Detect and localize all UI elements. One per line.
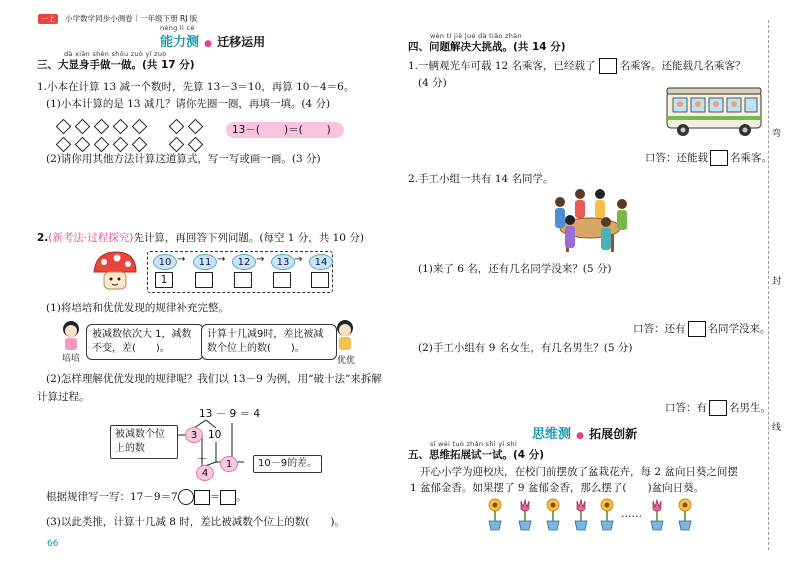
- chain-answer-box[interactable]: [195, 272, 213, 288]
- section2-title: 思维测 ● 拓展创新: [532, 427, 638, 442]
- section-title-main: 能力测: [160, 35, 200, 50]
- q3-2-1: (1)将培培和优优发现的规律补充完整。: [46, 302, 229, 314]
- q3-1b: (2)请你用其他方法计算这道算式，写一写或画一画。(3 分): [46, 153, 321, 165]
- tour-bus-icon: [665, 86, 763, 138]
- rule-box[interactable]: [220, 490, 236, 505]
- q3-1a: (1)小本计算的是 13 减几？请你先圈一圈，再填一填。(4 分): [46, 98, 331, 110]
- decomp-node-3: 3: [185, 427, 203, 443]
- chain-answer-box[interactable]: [273, 272, 291, 288]
- sunflower-icon: [597, 497, 617, 531]
- q4-2-1-answer-box[interactable]: [688, 321, 706, 337]
- rule-box[interactable]: [194, 490, 210, 505]
- q4-2-2-answer: 口答：有 名男生。: [665, 402, 771, 414]
- q3-2-text: 先计算，再回答下列问题。(每空 1 分，共 10 分): [133, 232, 364, 244]
- q5-text-a: 开心小学为迎校庆，在校门前摆放了盆栽花卉，每 2 盆向日葵之间摆: [420, 466, 738, 478]
- expr-part-c: ): [326, 124, 331, 136]
- name-youyou: 优优: [337, 356, 356, 366]
- q4-1-answer-box[interactable]: [710, 150, 728, 166]
- side-char: 弯: [772, 129, 782, 139]
- q4-2-1: (1)来了 6 名，还有几名同学没来？(5 分): [418, 263, 612, 275]
- binding-line: [768, 20, 769, 550]
- q4-1-line: 1.一辆观光车可载 12 名乘客，已经载了 名乘客。还能载几名乘客？: [408, 60, 746, 72]
- chain-answer-box[interactable]: 1: [155, 272, 173, 288]
- expression-box[interactable]: [226, 122, 344, 138]
- sunflower-icon: [543, 497, 563, 531]
- rule-circle[interactable]: [178, 489, 194, 505]
- decomp-node-4: 4: [196, 465, 214, 481]
- girl-peipei-icon: [58, 319, 84, 351]
- section-title-sub: 迁移运用: [217, 35, 266, 49]
- diamond-grid: [54, 117, 205, 150]
- chain-node: 12: [232, 254, 256, 270]
- decomp-equation: 13 － 9 ＝ 4: [199, 408, 261, 420]
- name-peipei: 培培: [62, 354, 81, 364]
- tulip-icon: [571, 497, 591, 531]
- q4-1-answer: 口答：还能载 名乘客。: [645, 152, 772, 164]
- q3-1-text: 1.小本在计算 13 减一个数时，先算 13－3＝10，再算 10－4＝6。: [37, 81, 355, 93]
- bubble-peipei: 被减数依次大 1，减数 不变，差( )。: [86, 324, 204, 360]
- girl-youyou-icon: [332, 318, 358, 352]
- q4-1-box[interactable]: [599, 58, 617, 74]
- section2-title-sub: 拓展创新: [589, 427, 638, 441]
- rule-line: 根据规律写一写：17－9＝7 ＝ 。: [46, 491, 247, 503]
- flower-row: [485, 497, 705, 537]
- header: [38, 6, 197, 25]
- q5-heading: 五、思维拓展试一试。(4 分): [408, 449, 545, 461]
- section-title: 能力测 ● 迁移运用: [160, 35, 266, 50]
- section-title-pinyin: néng lì cè: [160, 24, 195, 32]
- craft-group-icon: [540, 184, 640, 258]
- chain-node: 14: [309, 254, 333, 270]
- ellipsis: ……: [621, 508, 642, 520]
- sunflower-icon: [675, 497, 695, 531]
- q5-pinyin: sī wéi tuò zhǎn shì yī shì: [430, 440, 518, 448]
- chain-node: 11: [193, 254, 217, 270]
- q5-text-b: 1 盆郁金香。如果摆了 9 盆郁金香，那么摆了( )盆向日葵。: [410, 482, 705, 494]
- q3-2-2a: (2)怎样理解优优发现的规律呢？我们以 13－9 为例，用“破十法”来拆解: [46, 373, 382, 385]
- q3-heading: 三、大显身手做一做。(共 17 分): [37, 59, 195, 71]
- q3-2-tag: (新考法·过程探究): [48, 232, 134, 244]
- q3-2-line: [37, 231, 364, 245]
- series-title: 小学数学同步小测卷｜一年级下册 RJ 版: [65, 14, 198, 23]
- tulip-icon: [647, 497, 667, 531]
- chain-top-row: 10 11 12 13 14 → → → →: [153, 254, 333, 270]
- q4-2-text: 2.手工小组一共有 14 名同学。: [408, 173, 554, 185]
- q3-pinyin: dà xiǎn shēn shǒu zuò yī zuò: [64, 50, 167, 58]
- q3-2-2b: 计算过程。: [37, 391, 90, 403]
- decomp-left-label: 被减数个位 上的数: [110, 425, 178, 459]
- page-number: 66: [47, 539, 59, 549]
- q4-heading: 四、问题解决大挑战。(共 14 分): [408, 41, 566, 53]
- q4-2-2: (2)手工小组有 9 名女生，有几名男生？(5 分): [418, 342, 633, 354]
- decomp-right-label: 10－9的差。: [253, 455, 322, 473]
- expr-part-a: 13－(: [232, 124, 260, 136]
- q4-pinyin: wèn tí jiě jué dà tiǎo zhàn: [430, 32, 522, 40]
- q4-2-1-answer: 口答：还有 名同学没来。: [633, 323, 771, 335]
- tulip-icon: [515, 497, 535, 531]
- chain-answer-box[interactable]: [311, 272, 329, 288]
- bubble-youyou: 计算十几减9时，差比被减 数个位上的数( )。: [201, 324, 337, 360]
- q3-2-number: 2.: [37, 232, 49, 244]
- decomp-node-10: 10: [208, 429, 222, 441]
- decomp-plus: ＋: [197, 453, 208, 465]
- sunflower-icon: [485, 497, 505, 531]
- mushroom-mascot-icon: [90, 250, 140, 292]
- side-char: 线: [772, 423, 782, 433]
- grade-badge: 一上: [38, 14, 58, 24]
- chain-node: 10: [153, 254, 177, 270]
- q3-2-3: (3)以此类推，计算十几减 8 时，差比被减数个位上的数( )。: [46, 516, 345, 528]
- section2-title-main: 思维测: [532, 427, 572, 442]
- expr-part-b: )＝(: [283, 124, 303, 136]
- q4-2-2-answer-box[interactable]: [709, 400, 727, 416]
- side-char: 封: [772, 277, 782, 287]
- chain-node: 13: [271, 254, 295, 270]
- chain-answer-box[interactable]: [234, 272, 252, 288]
- q4-1-points: (4 分): [418, 77, 447, 89]
- decomp-node-1: 1: [220, 456, 238, 472]
